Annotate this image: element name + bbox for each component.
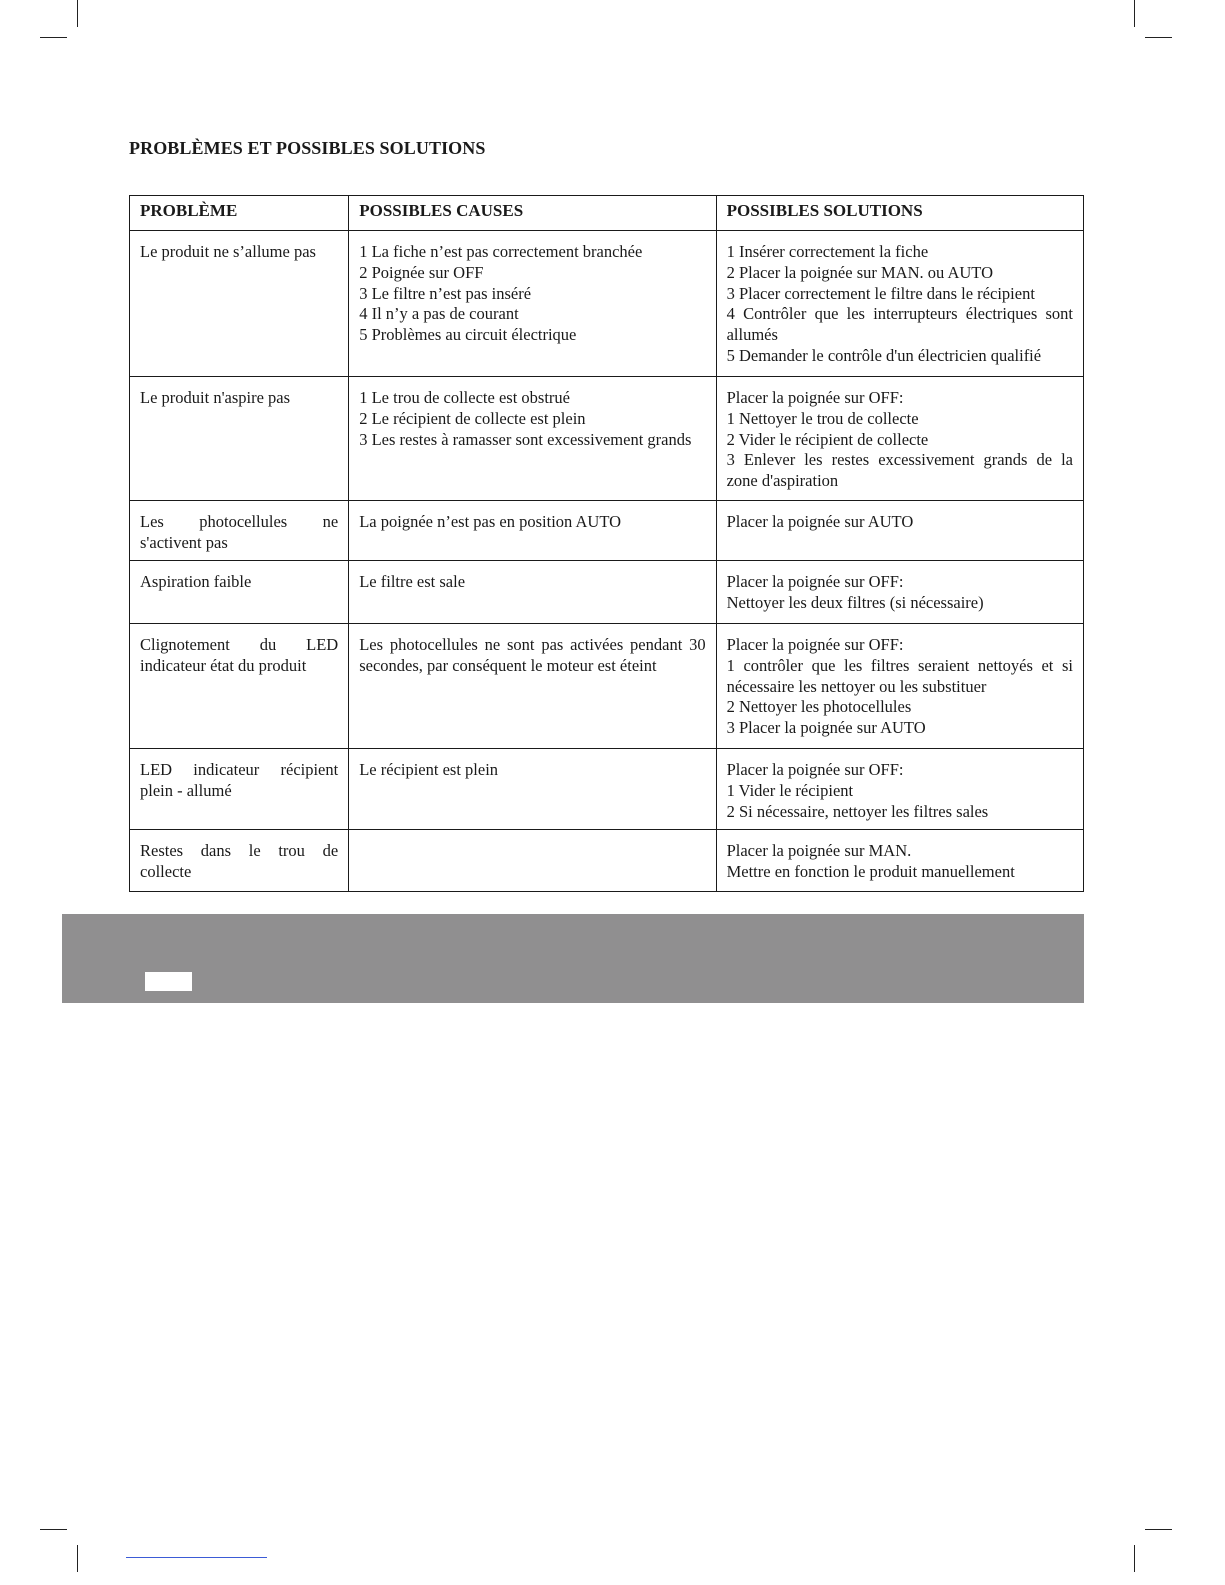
solution-line: 2 Vider le récipient de collecte	[726, 429, 929, 449]
solution-line: 3 Enlever les restes excessivement grands de la zone d'aspiration	[726, 450, 1073, 491]
table-row	[130, 231, 1084, 377]
cell-problem	[130, 231, 349, 377]
solution-line: 2 Si nécessaire, nettoyer les filtres sales	[726, 801, 989, 821]
problem-text: Les photocellules ne s'activent pas	[140, 512, 339, 552]
solution-line: 1 Insérer correctement la fiche	[726, 242, 929, 261]
table-row	[130, 377, 1084, 501]
solution-line: 1 contrôler que les filtres seraient nettoyés et si nécessaire les nettoyer ou les substituer	[726, 655, 1073, 696]
cell-problem	[130, 561, 349, 624]
cause-line: 2 Poignée sur OFF	[359, 262, 484, 282]
cell-problem	[130, 377, 349, 501]
solution-line: Placer la poignée sur OFF:	[726, 635, 904, 654]
cell-causes	[349, 624, 716, 749]
crop-mark	[1145, 37, 1172, 38]
cell-problem	[130, 624, 349, 749]
cell-causes	[349, 377, 716, 501]
solution-line: 3 Placer la poignée sur AUTO	[726, 718, 926, 738]
cell-solutions	[716, 624, 1083, 749]
crop-mark	[77, 1545, 78, 1572]
problem-text: Restes dans le trou de collecte	[140, 841, 339, 881]
column-header-solutions: POSSIBLES SOLUTIONS	[716, 196, 1083, 231]
page-title: PROBLÈMES ET POSSIBLES SOLUTIONS	[129, 138, 486, 158]
solution-line: 1 Nettoyer le trou de collecte	[726, 408, 919, 428]
cause-line: 1 Le trou de collecte est obstrué	[359, 388, 570, 407]
table-row	[130, 749, 1084, 830]
cell-problem	[130, 830, 349, 892]
solution-line: 2 Placer la poignée sur MAN. ou AUTO	[726, 262, 993, 282]
solution-line: 4 Contrôler que les interrupteurs électriques sont allumés	[726, 304, 1073, 345]
solution-line: 2 Nettoyer les photocellules	[726, 697, 912, 717]
solution-line: Placer la poignée sur MAN.	[726, 841, 912, 860]
cause-line: Le filtre est sale	[359, 572, 466, 591]
solution-line: Mettre en fonction le produit manuellement	[726, 861, 1015, 881]
problem-text: Clignotement du LED indicateur état du produit	[140, 635, 339, 675]
table-body	[130, 231, 1084, 892]
cause-line: 1 La fiche n’est pas correctement branchée	[359, 242, 643, 261]
solution-line: Placer la poignée sur AUTO	[726, 512, 914, 531]
crop-mark	[1145, 1529, 1172, 1530]
cell-solutions	[716, 231, 1083, 377]
cell-causes	[349, 561, 716, 624]
cause-line: Le récipient est plein	[359, 760, 499, 779]
cell-solutions	[716, 749, 1083, 830]
cause-line: 3 Les restes à ramasser sont excessivement grands	[359, 429, 692, 449]
cause-line: La poignée n’est pas en position AUTO	[359, 512, 622, 531]
cell-causes	[349, 231, 716, 377]
solution-line: Placer la poignée sur OFF:	[726, 572, 904, 591]
column-header-problem: PROBLÈME	[130, 196, 349, 231]
cell-causes	[349, 830, 716, 892]
cause-line: 4 Il n’y a pas de courant	[359, 304, 519, 324]
solution-line: Nettoyer les deux filtres (si nécessaire)	[726, 592, 984, 612]
solution-line: Placer la poignée sur OFF:	[726, 388, 904, 407]
column-header-causes: POSSIBLES CAUSES	[349, 196, 716, 231]
crop-mark	[40, 37, 67, 38]
solution-line: 3 Placer correctement le filtre dans le récipient	[726, 283, 1035, 303]
solution-line: 1 Vider le récipient	[726, 780, 854, 800]
cell-causes	[349, 749, 716, 830]
table-row	[130, 624, 1084, 749]
table-header-row	[130, 196, 1084, 231]
table-row	[130, 830, 1084, 892]
cause-line: 5 Problèmes au circuit électrique	[359, 325, 577, 345]
crop-mark	[1134, 0, 1135, 27]
problem-text: Le produit n'aspire pas	[140, 388, 291, 407]
solution-line: Placer la poignée sur OFF:	[726, 760, 904, 779]
cause-line: 3 Le filtre n’est pas inséré	[359, 283, 532, 303]
problem-text: LED indicateur récipient plein - allumé	[140, 760, 339, 800]
cause-line: Les photocellules ne sont pas activées pendant 30 secondes, par conséquent le moteur est éteint	[359, 635, 706, 675]
cell-solutions	[716, 830, 1083, 892]
table-row	[130, 501, 1084, 561]
cell-solutions	[716, 377, 1083, 501]
cell-problem	[130, 501, 349, 561]
problem-text: Aspiration faible	[140, 572, 252, 591]
crop-mark	[77, 0, 78, 27]
cell-solutions	[716, 501, 1083, 561]
cause-line: 2 Le récipient de collecte est plein	[359, 408, 586, 428]
banner-tab	[145, 972, 192, 991]
footer-underline	[126, 1557, 267, 1558]
table-row	[130, 561, 1084, 624]
section-banner	[62, 914, 1084, 1003]
cell-solutions	[716, 561, 1083, 624]
cell-problem	[130, 749, 349, 830]
troubleshooting-table	[129, 195, 1084, 892]
crop-mark	[1134, 1545, 1135, 1572]
solution-line: 5 Demander le contrôle d'un électricien qualifié	[726, 345, 1042, 365]
crop-mark	[40, 1529, 67, 1530]
cell-causes	[349, 501, 716, 561]
problem-text: Le produit ne s’allume pas	[140, 242, 316, 261]
